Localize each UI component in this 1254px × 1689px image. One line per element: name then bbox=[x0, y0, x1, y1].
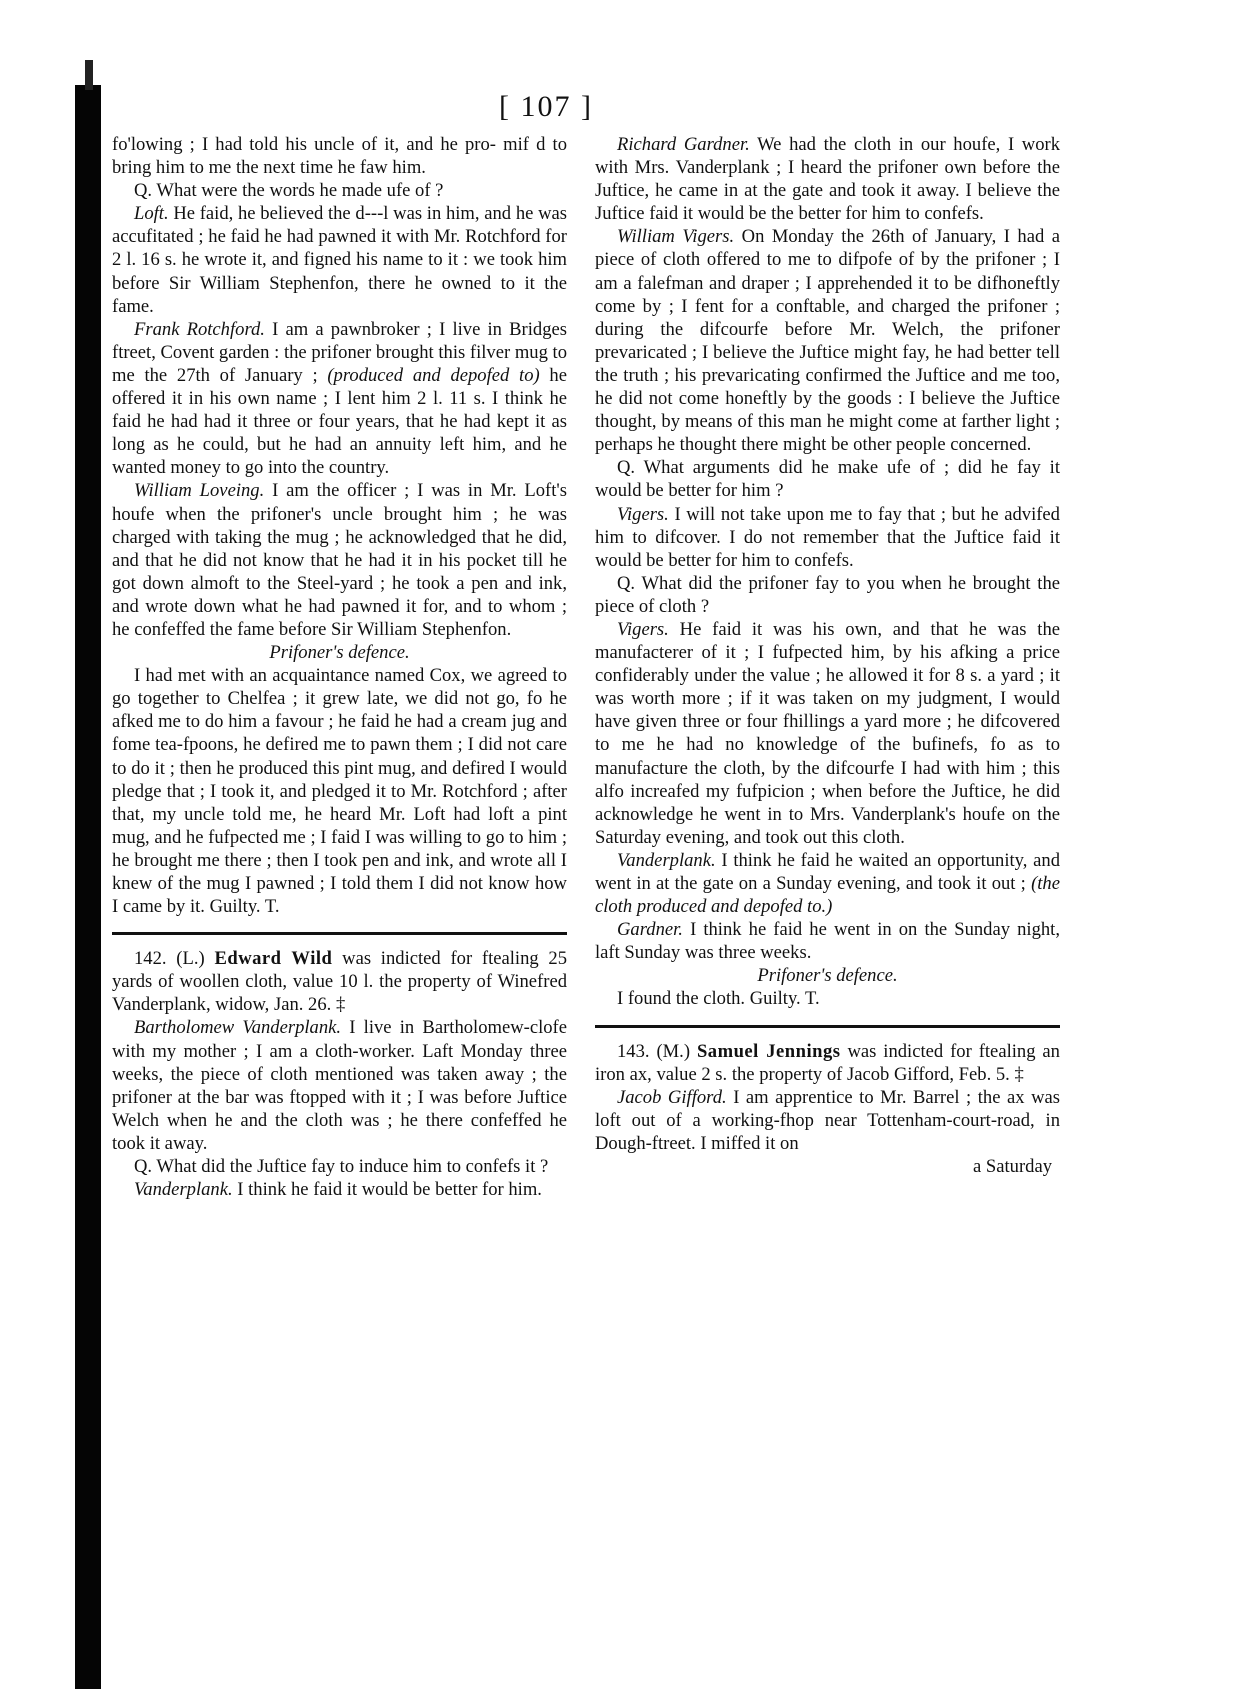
question-paragraph: Q. What arguments did he make ufe of ; did he fay it would be better for him ? bbox=[595, 457, 1060, 502]
binding-edge bbox=[85, 60, 93, 90]
catchword: a Saturday bbox=[973, 1156, 1052, 1178]
testimony-paragraph bbox=[595, 503, 1060, 572]
stage-direction: (produced and depofed to) bbox=[327, 364, 540, 386]
speaker-name: Vigers. bbox=[617, 618, 669, 640]
defence-text: I found the cloth. bbox=[617, 988, 746, 1010]
defendant-name: Edward Wild bbox=[214, 948, 333, 970]
testimony-paragraph bbox=[595, 918, 1060, 964]
testimony-paragraph bbox=[112, 1016, 567, 1155]
verdict: Guilty. T. bbox=[209, 896, 280, 918]
defendant-name: Samuel Jennings bbox=[696, 1040, 841, 1062]
defence-heading: Prifoner's defence. bbox=[269, 642, 410, 664]
testimony-paragraph bbox=[112, 202, 567, 317]
question-paragraph: Q. What did the Juftice fay to induce him to confefs it ? bbox=[134, 1156, 549, 1178]
verdict: Guilty. T. bbox=[749, 988, 820, 1010]
testimony-text: He faid, he believed the d---l was in him, and he was accufitated ; he faid he had pawned it with Mr. Rotchford for 2 l. 16 s. he wrote it, and figned his name to it : we took him before Sir William Stephenfon, there he owned to it the fame. bbox=[112, 203, 567, 317]
case-number: 142. (L.) bbox=[134, 948, 205, 970]
testimony-text: I am a pawnbroker ; I live in Bridges ftreet, Covent garden : the prifoner brought this filver mug to me the 27th of January ; bbox=[112, 318, 567, 386]
testimony-text: I think he faid he waited an opportunity, and went in at the gate on a Sunday evening, and took it out ; bbox=[595, 849, 1061, 894]
case-divider bbox=[595, 1025, 1060, 1028]
speaker-name: Jacob Gifford. bbox=[617, 1086, 727, 1108]
speaker-name: Vanderplank. bbox=[134, 1179, 233, 1201]
indictment-text: was indicted for ftealing 25 yards of woollen cloth, value 10 l. the property of Winefred Vanderplank, widow, Jan. 26. ‡ bbox=[112, 948, 568, 1016]
testimony-text: I am the officer ; I was in Mr. Loft's houfe when the prifoner's uncle brought him ; he was charged with taking the mug ; he acknowledged that he did, and that he did not know that he had it in his pocket till he got down almoft to the Steel-yard ; he took a pen and ink, and wrote down what he had pawned it for, and to whom ; he confeffed the fame before Sir William Stephenfon. bbox=[112, 480, 567, 640]
speaker-name: Bartholomew Vanderplank. bbox=[134, 1017, 342, 1039]
testimony-paragraph bbox=[595, 1086, 1060, 1155]
testimony-text: I think he faid he went in on the Sunday night, laft Sunday was three weeks. bbox=[595, 919, 1060, 964]
speaker-name: William Vigers. bbox=[617, 226, 735, 248]
testimony-paragraph bbox=[595, 849, 1060, 918]
case-number: 143. (M.) bbox=[617, 1040, 691, 1062]
defence-paragraph bbox=[112, 664, 567, 918]
paragraph: fo'lowing ; I had told his uncle of it, and he pro- mif d to bring him to me the next time he faw him. bbox=[112, 134, 567, 179]
testimony-paragraph bbox=[595, 225, 1060, 456]
stage-direction: (the cloth produced and depofed to.) bbox=[595, 873, 1060, 918]
testimony-text: He faid it was his own, and that he was the manufacterer of it ; I fufpected him, by his afking a price confiderably under the value ; he allowed it for 8 s. a yard ; it was worth more ; if it was taken on my judgment, I would have given three or four fhillings a yard more ; he difcovered to me he had no knowledge of the bufinefs, fo as to manufacture the cloth, by the difcourfe I had with him ; this alfo increafed my fufpicion ; when before the Juftice, he did acknowledge he went in to Mrs. Vanderplank's houfe on the Saturday evening, and took out this cloth. bbox=[595, 618, 1060, 848]
case-heading bbox=[595, 1040, 1060, 1086]
speaker-name: Frank Rotchford. bbox=[134, 318, 265, 340]
book-binding-shadow bbox=[75, 85, 101, 1689]
defence-heading: Prifoner's defence. bbox=[757, 965, 898, 987]
testimony-text: I live in Bartholomew-clofe with my mother ; I am a cloth-worker. Laft Monday three weeks, the piece of cloth mentioned was taken away ; the prifoner at the bar was ftopped with it ; I was before Juftice Welch when he and the cloth was ; he there confeffed he took it away. bbox=[112, 1017, 567, 1154]
testimony-paragraph bbox=[595, 618, 1060, 849]
testimony-paragraph bbox=[595, 133, 1060, 225]
speaker-name: Loft. bbox=[134, 203, 169, 225]
speaker-name: Richard Gardner. bbox=[617, 134, 750, 155]
testimony-text: I am apprentice to Mr. Barrel ; the ax was loft out of a working-fhop near Tottenham-court-road, in Dough-ftreet. I miffed it on bbox=[595, 1086, 1060, 1154]
testimony-text: I think he faid it would be better for him. bbox=[237, 1179, 542, 1201]
testimony-paragraph bbox=[112, 1178, 567, 1201]
question-paragraph: Q. What were the words he made ufe of ? bbox=[134, 180, 444, 202]
speaker-name: William Loveing. bbox=[134, 480, 265, 502]
defence-paragraph bbox=[595, 987, 1060, 1010]
right-column bbox=[595, 133, 1060, 1178]
indictment-text: was indicted for ftealing an iron ax, value 2 s. the property of Jacob Gifford, Feb. 5. ‡ bbox=[595, 1040, 1060, 1085]
left-column bbox=[112, 133, 567, 1201]
case-heading bbox=[112, 947, 567, 1016]
case-divider bbox=[112, 932, 567, 935]
question-paragraph: Q. What did the prifoner fay to you when he brought the piece of cloth ? bbox=[595, 572, 1060, 617]
testimony-paragraph bbox=[112, 318, 567, 480]
testimony-text: On Monday the 26th of January, I had a piece of cloth offered to me to difpofe of by the prifoner ; I am a falefman and draper ; I apprehended it to be difhoneftly come by ; I fent for a conftable, and charged the prifoner ; during the difcourfe before Mr. Welch, the prifoner prevaricated ; I believe the Juftice might fay, he had better tell the truth ; his prevaricating confirmed the Juftice and me too, he did not come honeftly by the goods : I believe the Juftice thought, by means of this man he might come at farther light ; perhaps he thought there might be other people concerned. bbox=[595, 226, 1060, 456]
speaker-name: Vigers. bbox=[617, 503, 669, 525]
speaker-name: Gardner. bbox=[617, 919, 683, 941]
testimony-paragraph bbox=[112, 479, 567, 641]
testimony-text: he offered it in his own name ; I lent him 2 l. 11 s. I think he faid he had had it three or four years, that he had kept it as long as he could, but he had an annuity left him, and he wanted money to go into the country. bbox=[112, 364, 567, 479]
defence-text: I had met with an acquaintance named Cox, we agreed to go together to Chelfea ; it grew late, we did not go, fo he afked me to do him a favour ; he faid he had a cream jug and fome tea-fpoons, he defired me to pawn them ; I did not care to do it ; then he produced this pint mug, and defired I would pledge that ; I took it, and pledged it to Mr. Rotchford ; after that, my uncle told me, he heard Mr. Loft had loft a pint mug, and he fufpected me ; I faid I was willing to go to him ; he brought me there ; then I took pen and ink, and wrote all I knew of the mug I pawned ; I told them I did not know how I came by it. bbox=[112, 665, 567, 918]
page-number: [ 107 ] bbox=[499, 90, 593, 123]
testimony-text: I will not take upon me to fay that ; but he advifed him to difcover. I do not remember that the Juftice faid it would be better for him to confefs. bbox=[595, 503, 1060, 571]
speaker-name: Vanderplank. bbox=[617, 849, 716, 871]
testimony-text: We had the cloth in our houfe, I work with Mrs. Vanderplank ; I heard the prifoner own before the Juftice, he came in at the gate and took it away. I believe the Juftice faid it would be the better for him to confefs. bbox=[595, 134, 1060, 225]
